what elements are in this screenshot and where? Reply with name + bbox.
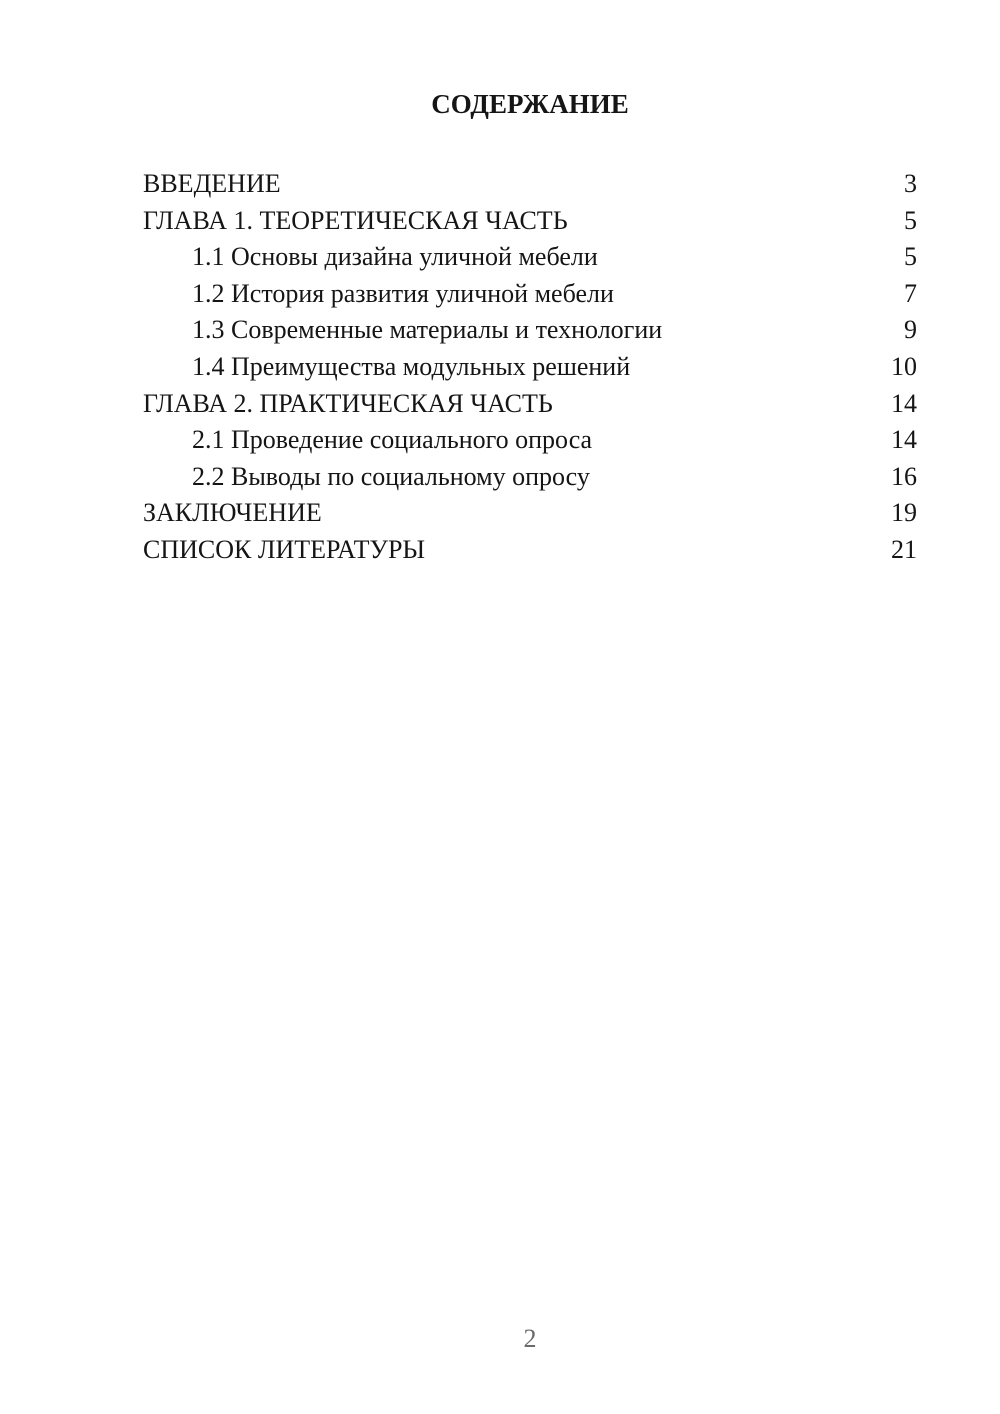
toc-entry-label: ВВЕДЕНИЕ: [143, 169, 281, 198]
toc-entry-page-number: 7: [904, 278, 917, 308]
toc-entry-page-number: 10: [891, 351, 917, 381]
toc-entry-page-number: 9: [904, 315, 917, 345]
toc-list: [143, 166, 917, 569]
toc-entry: [143, 239, 917, 276]
toc-entry-page-number: 14: [891, 388, 917, 418]
toc-entry: [143, 386, 917, 423]
toc-entry-label: ГЛАВА 1. ТЕОРЕТИЧЕСКАЯ ЧАСТЬ: [143, 205, 568, 235]
toc-entry-label: 1.4 Преимущества модульных решений: [192, 351, 631, 381]
toc-entry: [143, 276, 917, 313]
toc-entry: [143, 422, 917, 459]
toc-entry: [143, 203, 917, 240]
toc-entry: [143, 532, 917, 569]
toc-entry-label: 1.3 Современные материалы и технологии: [192, 315, 663, 345]
toc-entry-label: 2.1 Проведение социального опроса: [192, 425, 593, 455]
toc-entry-page-number: 16: [891, 461, 917, 491]
toc-entry: [143, 166, 917, 203]
toc-entry-label: 1.2 История развития уличной мебели: [192, 278, 614, 308]
toc-entry-page-number: 3: [904, 169, 917, 198]
footer-page-number: 2: [523, 1324, 537, 1353]
toc-entry-page-number: 21: [891, 534, 917, 564]
toc-entry-label: 2.2 Выводы по социальному опросу: [192, 461, 590, 491]
toc-entry-page-number: 14: [891, 425, 917, 455]
toc-entry: [143, 312, 917, 349]
toc-title: СОДЕРЖАНИЕ: [431, 89, 629, 119]
toc-entry-page-number: 5: [904, 242, 917, 272]
toc-entry-label: ЗАКЛЮЧЕНИЕ: [143, 498, 322, 528]
toc-entry-label: СПИСОК ЛИТЕРАТУРЫ: [143, 534, 426, 564]
toc-entry-label: ГЛАВА 2. ПРАКТИЧЕСКАЯ ЧАСТЬ: [143, 388, 553, 418]
toc-entry: [143, 495, 917, 532]
toc-entry: [143, 459, 917, 496]
toc-entry-page-number: 19: [891, 498, 917, 528]
toc-entry-label: 1.1 Основы дизайна уличной мебели: [192, 242, 598, 272]
toc-entry-page-number: 5: [904, 205, 917, 235]
toc-entry: [143, 349, 917, 386]
